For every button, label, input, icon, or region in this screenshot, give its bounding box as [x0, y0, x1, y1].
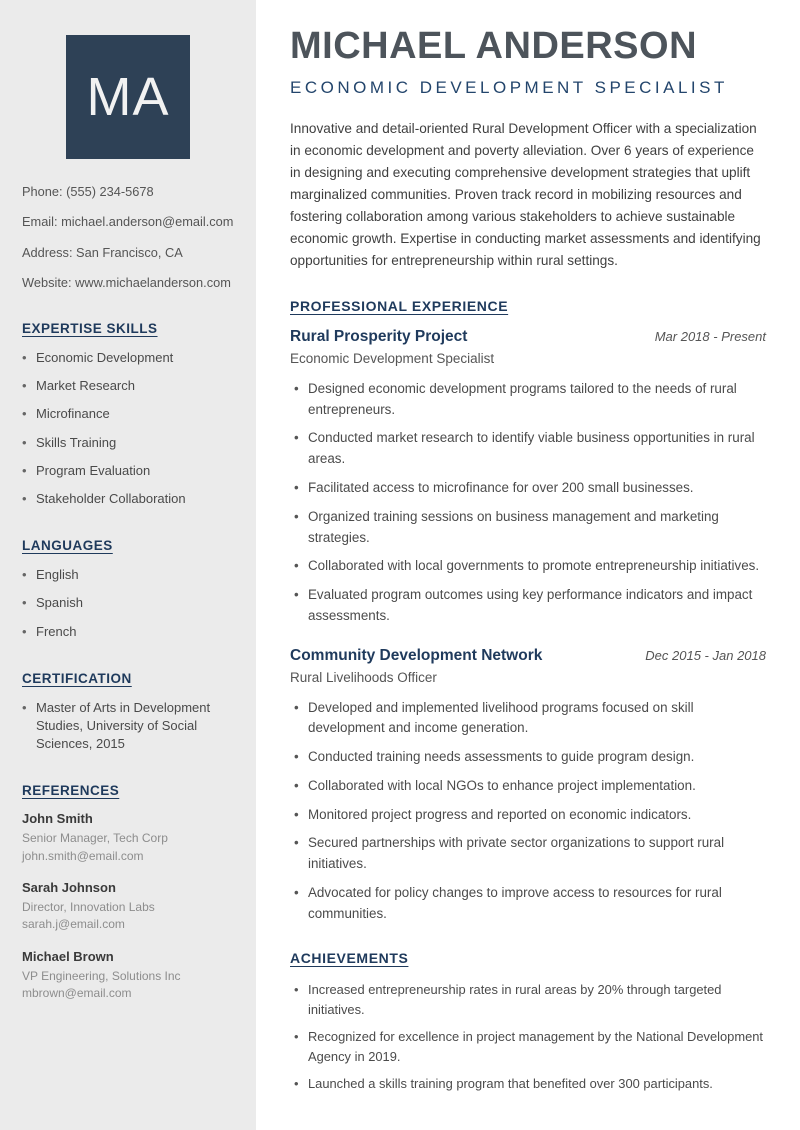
monogram-badge — [66, 35, 190, 159]
job-bullet: • Secured partnerships with private sector organizations to support rural initiatives. — [290, 833, 766, 875]
certification-section — [22, 671, 234, 754]
achievements-heading: ACHIEVEMENTS — [290, 950, 409, 967]
job-header — [290, 328, 766, 346]
reference-email: sarah.j@email.com — [22, 917, 125, 932]
references-section — [22, 783, 234, 1002]
reference-item — [22, 880, 234, 934]
contact-email: Email: michael.anderson@email.com — [22, 214, 234, 230]
languages-heading: LANGUAGES — [22, 538, 113, 554]
person-name: MICHAEL ANDERSON — [290, 25, 698, 67]
skill-item: • Economic Development — [22, 349, 234, 367]
job-bullet: • Conducted market research to identify viable business opportunities in rural areas. — [290, 428, 766, 470]
reference-email: john.smith@email.com — [22, 848, 144, 863]
job-bullet: • Facilitated access to microfinance for over 200 small businesses. — [290, 478, 766, 499]
languages-section — [22, 538, 234, 641]
skill-item: • Skills Training — [22, 434, 234, 452]
skill-item: • Program Evaluation — [22, 462, 234, 480]
monogram-initials: MA — [86, 67, 170, 127]
summary-paragraph: Innovative and detail-oriented Rural Development Officer with a specialization in economic development and poverty alleviation. Over 6 years of experience in designing and executing comprehensive development strategies that uplift marginalized communities. Proven track record in mobilizing resources and fostering collaboration among various stakeholders to achieve sustainable economic growth. Expertise in conducting market assessments and identifying opportunities for entrepreneurship within rural settings. — [290, 120, 761, 268]
certification-list — [22, 699, 234, 754]
person-job-title: ECONOMIC DEVELOPMENT SPECIALIST — [290, 77, 728, 97]
reference-name: Michael Brown — [22, 948, 114, 964]
references-heading: REFERENCES — [22, 783, 120, 799]
job-bullet: • Conducted training needs assessments to guide program design. — [290, 747, 766, 768]
skills-list — [22, 349, 234, 508]
languages-list — [22, 566, 234, 641]
job-bullets — [290, 698, 766, 925]
certification-item: • Master of Arts in Development Studies, University of Social Sciences, 2015 — [22, 699, 234, 754]
skills-section — [22, 321, 234, 508]
reference-item — [22, 949, 234, 1003]
reference-item — [22, 811, 234, 865]
contact-phone: Phone: (555) 234-5678 — [22, 184, 154, 199]
reference-role: VP Engineering, Solutions Inc — [22, 968, 181, 983]
job-dates: Mar 2018 - Present — [654, 328, 766, 344]
main-content — [256, 0, 800, 1130]
sidebar — [0, 0, 256, 1130]
language-item: • English — [22, 566, 234, 584]
job-bullet: • Advocated for policy changes to improve access to resources for rural communities. — [290, 883, 766, 925]
job-bullet: • Monitored project progress and reported on economic indicators. — [290, 805, 766, 826]
achievement-item: • Recognized for excellence in project management by the National Development Agency in 2019. — [290, 1027, 766, 1067]
language-item: • Spanish — [22, 594, 234, 612]
job-entry — [290, 647, 766, 925]
job-bullet: • Collaborated with local governments to promote entrepreneurship initiatives. — [290, 556, 766, 577]
job-dates: Dec 2015 - Jan 2018 — [645, 647, 766, 663]
contact-website: Website: www.michaelanderson.com — [22, 274, 231, 290]
job-role: Economic Development Specialist — [290, 350, 495, 366]
skill-item: • Market Research — [22, 377, 234, 395]
skills-heading: EXPERTISE SKILLS — [22, 321, 158, 337]
achievement-item: • Launched a skills training program that benefited over 300 participants. — [290, 1074, 766, 1094]
achievement-item: • Increased entrepreneurship rates in rural areas by 20% through targeted initiatives. — [290, 980, 766, 1020]
job-bullets — [290, 379, 766, 627]
experience-heading: PROFESSIONAL EXPERIENCE — [290, 297, 509, 314]
reference-role: Director, Innovation Labs — [22, 900, 155, 915]
contact-info — [22, 183, 234, 291]
skill-item: • Microfinance — [22, 405, 234, 423]
job-header — [290, 647, 766, 665]
reference-email: mbrown@email.com — [22, 986, 132, 1001]
job-entry — [290, 328, 766, 627]
reference-role: Senior Manager, Tech Corp — [22, 831, 168, 846]
certification-heading: CERTIFICATION — [22, 670, 132, 686]
job-bullet: • Collaborated with local NGOs to enhance project implementation. — [290, 776, 766, 797]
contact-address: Address: San Francisco, CA — [22, 244, 183, 260]
job-bullet: • Evaluated program outcomes using key performance indicators and impact assessments. — [290, 585, 766, 627]
job-bullet: • Organized training sessions on business management and marketing strategies. — [290, 507, 766, 549]
job-bullet: • Designed economic development programs tailored to the needs of rural entrepreneurs. — [290, 379, 766, 421]
language-item: • French — [22, 623, 234, 641]
skill-item: • Stakeholder Collaboration — [22, 490, 234, 508]
job-company: Rural Prosperity Project — [290, 327, 468, 345]
job-bullet: • Developed and implemented livelihood programs focused on skill development and income generation. — [290, 698, 766, 740]
reference-name: Sarah Johnson — [22, 880, 116, 896]
job-company: Community Development Network — [290, 646, 543, 664]
reference-name: John Smith — [22, 811, 93, 827]
job-role: Rural Livelihoods Officer — [290, 669, 437, 685]
achievements-list — [290, 980, 766, 1094]
